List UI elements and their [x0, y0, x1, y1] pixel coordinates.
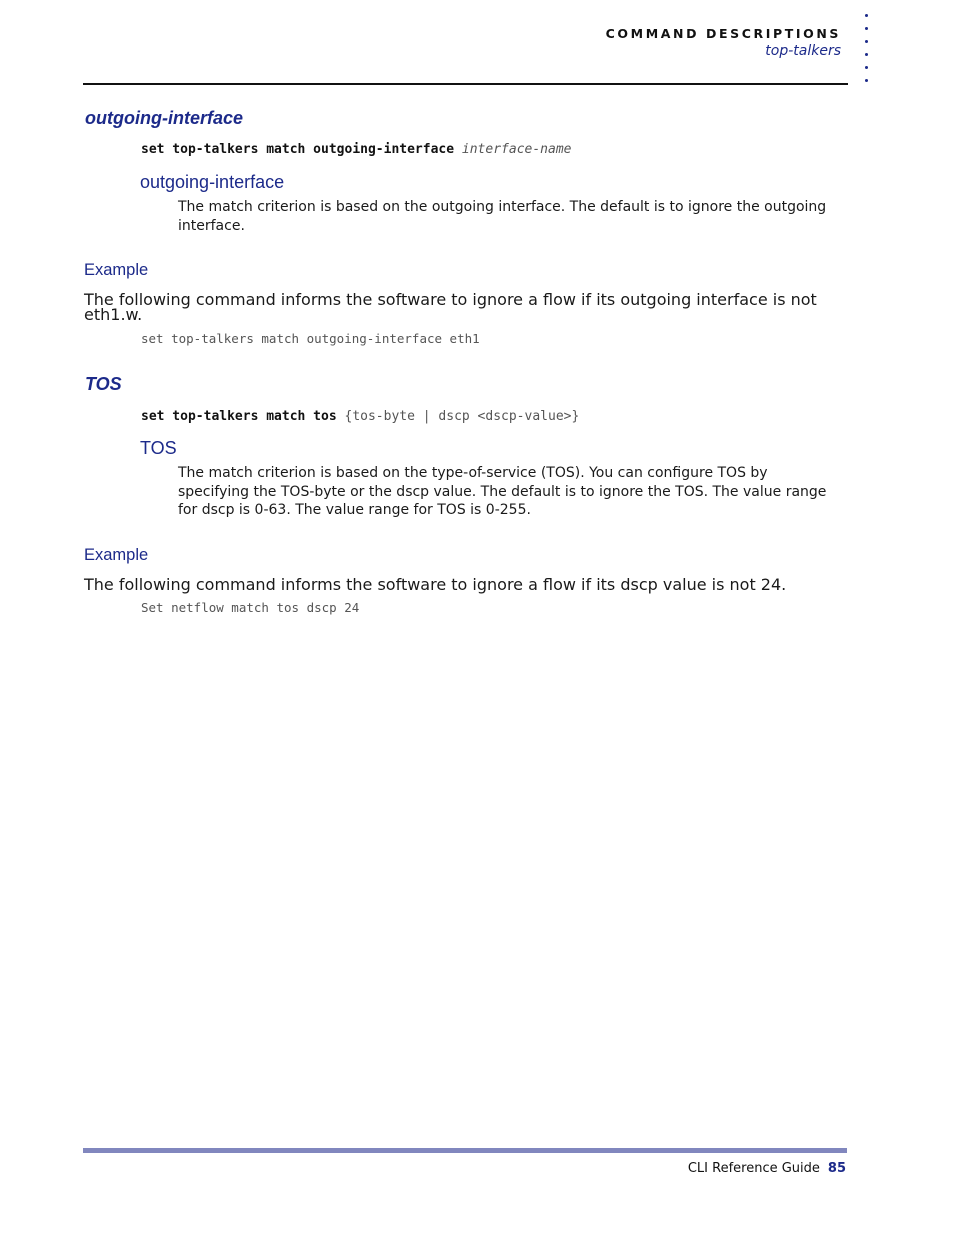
footer-rule [83, 1148, 847, 1153]
page-number: 85 [827, 1161, 846, 1176]
decorative-dots [862, 14, 872, 92]
example-text: The following command informs the software to ignore a flow if its dscp value is not 24. [84, 575, 787, 594]
example-heading: Example [84, 261, 149, 279]
command-syntax [141, 409, 579, 424]
header-rule [83, 83, 848, 85]
example-text: The following command informs the software to ignore a flow if its outgoing interface is not eth1.w. [84, 290, 817, 324]
footer [688, 1161, 846, 1176]
example-code: set top-talkers match outgoing-interface eth1 [141, 331, 480, 346]
running-header-subsection: top-talkers [765, 43, 841, 59]
example-heading: Example [84, 546, 149, 564]
guide-title: CLI Reference Guide [687, 1161, 820, 1176]
parameter-name: outgoing-interface [140, 172, 285, 192]
command-argument: interface-name [461, 142, 572, 157]
parameter-description: The match criterion is based on the type-of-service (TOS). You can configure TOS by specifying the TOS-byte or the dscp value. The default is to ignore the TOS. The value range for dscp is 0-63. The value range for TOS is 0-255. [178, 465, 827, 519]
command-argument: {tos-byte | dscp <dscp-value>} [344, 409, 580, 424]
command-keywords: set top-talkers match tos [141, 409, 337, 424]
parameter-name: TOS [140, 438, 177, 458]
parameter-description: The match criterion is based on the outgoing interface. The default is to ignore the outgoing interface. [178, 199, 827, 234]
section-title-outgoing-interface: outgoing-interface [85, 108, 243, 128]
section-title-tos: TOS [85, 374, 122, 394]
running-header-section: COMMAND DESCRIPTIONS [605, 26, 841, 41]
command-keywords: set top-talkers match outgoing-interface [141, 142, 455, 157]
command-syntax [141, 142, 571, 157]
example-code: Set netflow match tos dscp 24 [141, 600, 360, 615]
